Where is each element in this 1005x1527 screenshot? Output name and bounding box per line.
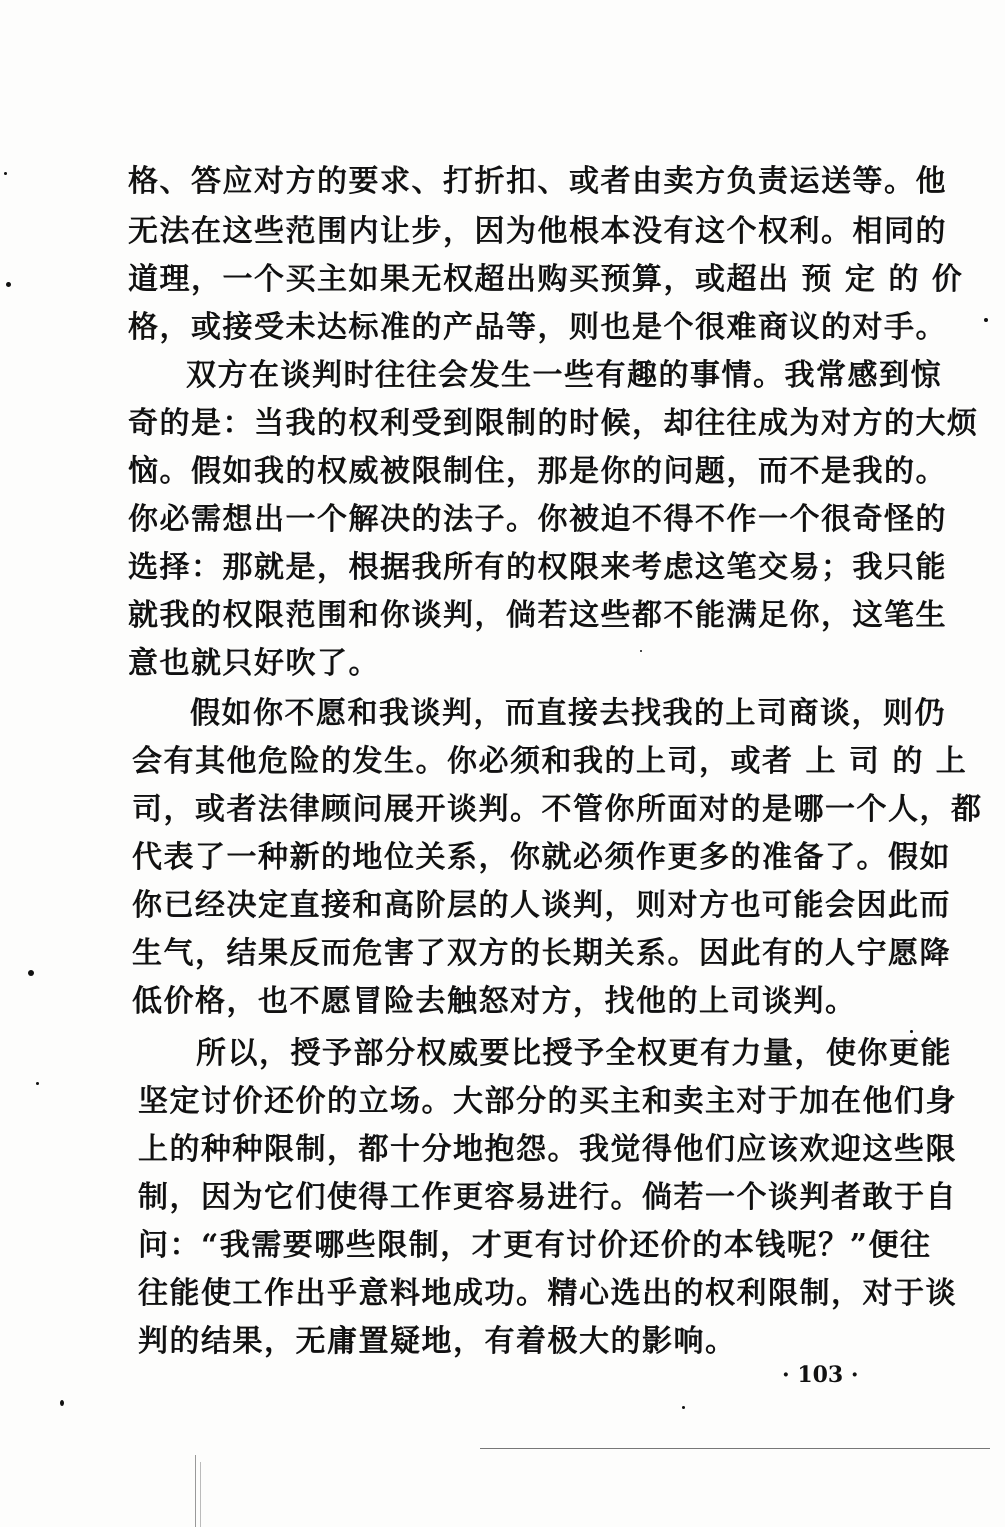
scan-speck: [682, 1406, 685, 1409]
scan-speck: [910, 1030, 913, 1033]
text-line-7: 恼。假如我的权威被限制住，那是你的问题，而不是我的。: [128, 454, 947, 489]
text-line-4: 格，或接受未达标准的产品等，则也是个很难商议的对手。: [128, 310, 947, 345]
scan-speck: [4, 172, 7, 175]
scan-edge-line: [200, 1462, 201, 1527]
text-line-1: 格、答应对方的要求、打折扣、或者由卖方负责运送等。他: [128, 164, 947, 199]
scan-edge-line: [195, 1455, 196, 1527]
text-line-22: 制，因为它们使得工作更容易进行。倘若一个谈判者敢于自: [138, 1180, 957, 1215]
text-line-19: 所以，授予部分权威要比授予全权更有力量，使你更能: [196, 1036, 952, 1071]
scan-speck: [984, 318, 988, 322]
text-line-20: 坚定讨价还价的立场。大部分的买主和卖主对于加在他们身: [138, 1084, 957, 1119]
text-line-21: 上的种种限制，都十分地抱怨。我觉得他们应该欢迎这些限: [138, 1132, 957, 1167]
text-line-13: 会有其他危险的发生。你必须和我的上司，或者 上 司 的 上: [132, 744, 968, 779]
page-number: · 103 ·: [782, 1362, 859, 1388]
scan-speck: [640, 650, 642, 652]
text-line-23: 问：“我需要哪些限制，才更有讨价还价的本钱呢？”便往: [138, 1228, 932, 1263]
text-line-15: 代表了一种新的地位关系，你就必须作更多的准备了。假如: [132, 840, 951, 875]
text-line-11: 意也就只好吹了。: [128, 646, 380, 681]
scan-speck: [6, 282, 11, 287]
text-line-9: 选择：那就是，根据我所有的权限来考虑这笔交易；我只能: [128, 550, 947, 585]
text-line-6: 奇的是：当我的权利受到限制的时候，却往往成为对方的大烦: [128, 406, 979, 441]
text-line-8: 你必需想出一个解决的法子。你被迫不得不作一个很奇怪的: [128, 502, 947, 537]
text-line-5: 双方在谈判时往往会发生一些有趣的事情。我常感到惊: [186, 358, 942, 393]
text-line-12: 假如你不愿和我谈判，而直接去找我的上司商谈，则仍: [190, 696, 946, 731]
scan-speck: [28, 970, 34, 976]
text-line-14: 司，或者法律顾问展开谈判。不管你所面对的是哪一个人，都: [132, 792, 983, 827]
text-line-10: 就我的权限范围和你谈判，倘若这些都不能满足你，这笔生: [128, 598, 947, 633]
text-line-18: 低价格，也不愿冒险去触怒对方，找他的上司谈判。: [132, 984, 857, 1019]
text-line-17: 生气，结果反而危害了双方的长期关系。因此有的人宁愿降: [132, 936, 951, 971]
text-line-3: 道理，一个买主如果无权超出购买预算，或超出 预 定 的 价: [128, 262, 964, 297]
scan-speck: [36, 1082, 39, 1085]
text-line-25: 判的结果，无庸置疑地，有着极大的影响。: [138, 1324, 737, 1359]
text-line-24: 往能使工作出乎意料地成功。精心选出的权利限制，对于谈: [138, 1276, 957, 1311]
text-line-2: 无法在这些范围内让步，因为他根本没有这个权利。相同的: [128, 214, 947, 249]
scan-speck: [60, 1400, 64, 1406]
scan-edge-line: [480, 1448, 990, 1449]
text-line-16: 你已经决定直接和高阶层的人谈判，则对方也可能会因此而: [132, 888, 951, 923]
